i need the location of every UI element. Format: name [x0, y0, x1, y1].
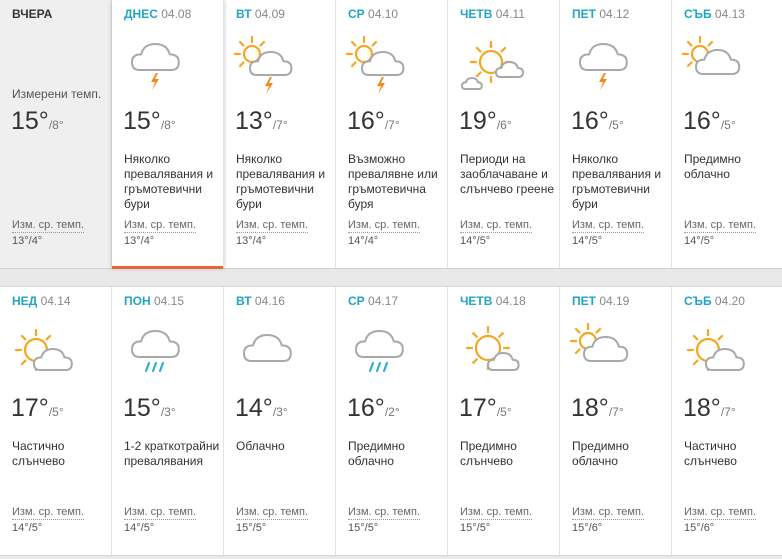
sun-cloud-lightning-icon [234, 36, 300, 96]
sun-cloud-lightning-icon [346, 36, 412, 96]
forecast-description: Предимно облачно [348, 439, 405, 468]
temp-max: 16° [683, 107, 721, 135]
temp-min: /7° [608, 405, 624, 419]
avg-temp-label[interactable]: Изм. ср. темп. [236, 506, 308, 518]
avg-temp-value: 15°/5° [460, 522, 491, 534]
today-indicator [112, 266, 223, 269]
day-card-04.19[interactable] [560, 287, 672, 555]
avg-temp-label[interactable]: Изм. ср. темп. [348, 506, 420, 518]
temperatures [347, 394, 400, 423]
row-separator [0, 268, 782, 287]
temp-min: /5° [48, 405, 64, 419]
mostly-cloudy-icon [570, 323, 636, 383]
day-date: 04.19 [599, 294, 630, 308]
temp-min: /7° [720, 405, 736, 419]
temp-max: 14° [235, 394, 273, 422]
sun-clouds-icon [458, 36, 524, 96]
day-card-04.18[interactable] [448, 287, 560, 555]
temp-min: /3° [160, 405, 176, 419]
day-card-04.14[interactable] [0, 287, 112, 555]
day-card-04.13[interactable] [672, 0, 782, 268]
forecast-week-2 [0, 287, 782, 555]
avg-temp-label[interactable]: Изм. ср. темп. [460, 219, 532, 231]
temp-max: 15° [11, 107, 49, 135]
temp-max: 19° [459, 107, 497, 135]
avg-temp-label[interactable]: Изм. ср. темп. [124, 506, 196, 518]
temp-min: /7° [384, 118, 400, 132]
avg-temp-label[interactable]: Изм. ср. темп. [124, 219, 196, 231]
temperatures [11, 394, 64, 423]
cloud-icon [234, 323, 300, 383]
day-date: 04.12 [599, 7, 630, 21]
forecast-description: Няколко превалявания и гръмотевични бури [124, 152, 214, 211]
avg-temp-label[interactable]: Изм. ср. темп. [572, 506, 644, 518]
temp-max: 18° [571, 394, 609, 422]
mostly-cloudy-icon [682, 36, 748, 96]
avg-temp-value: 15°/5° [348, 522, 379, 534]
temperatures [11, 107, 64, 136]
temp-min: /5° [720, 118, 736, 132]
avg-temp-value: 13°/4° [236, 235, 267, 247]
temp-max: 16° [347, 394, 385, 422]
day-date: 04.16 [254, 294, 285, 308]
temperatures [459, 394, 512, 423]
avg-temp-label[interactable]: Изм. ср. темп. [684, 506, 756, 518]
day-name: СЪБ [684, 7, 712, 21]
partly-sunny-icon [682, 323, 748, 383]
day-card-04.17[interactable] [336, 287, 448, 555]
day-name: ЧЕТВ [460, 294, 493, 308]
mostly-sunny-icon [458, 323, 524, 383]
temp-min: /8° [48, 118, 64, 132]
temp-max: 17° [459, 394, 497, 422]
avg-temp-label[interactable]: Изм. ср. темп. [12, 506, 84, 518]
partly-sunny-icon [10, 323, 76, 383]
forecast-description: Предимно облачно [684, 152, 741, 181]
temp-min: /5° [608, 118, 624, 132]
temp-min: /3° [272, 405, 288, 419]
temp-max: 17° [11, 394, 49, 422]
temperatures [347, 107, 400, 136]
avg-temp-value: 14°/5° [12, 522, 43, 534]
cloud-lightning-icon [570, 36, 636, 96]
day-name: ПОН [124, 294, 151, 308]
day-name: ПЕТ [572, 294, 596, 308]
forecast-description: Няколко превалявания и гръмотевични бури [236, 152, 326, 211]
forecast-description: 1-2 краткотрайни превалявания [124, 439, 220, 468]
day-date: 04.13 [714, 7, 745, 21]
avg-temp-value: 14°/5° [124, 522, 155, 534]
day-name: ЧЕТВ [460, 7, 493, 21]
day-card-04.11[interactable] [448, 0, 560, 268]
temp-max: 13° [235, 107, 273, 135]
day-name: ПЕТ [572, 7, 596, 21]
day-card-04.15[interactable] [112, 287, 224, 555]
day-date: 04.11 [495, 7, 525, 21]
cloud-rain-icon [122, 323, 188, 383]
day-card-04.16[interactable] [224, 287, 336, 555]
cloud-lightning-icon [122, 36, 188, 96]
cloud-rain-icon [346, 323, 412, 383]
temperatures [683, 394, 736, 423]
avg-temp-label[interactable]: Изм. ср. темп. [572, 219, 644, 231]
bottom-separator [0, 555, 782, 559]
temperatures [571, 394, 624, 423]
avg-temp-value: 15°/5° [236, 522, 267, 534]
avg-temp-label[interactable]: Изм. ср. темп. [236, 219, 308, 231]
temp-max: 15° [123, 107, 161, 135]
day-date: 04.10 [368, 7, 399, 21]
temp-max: 15° [123, 394, 161, 422]
forecast-description: Предимно облачно [572, 439, 629, 468]
temp-min: /8° [160, 118, 176, 132]
day-card-04.10[interactable] [336, 0, 448, 268]
avg-temp-value: 14°/4° [348, 235, 379, 247]
forecast-description: Предимно слънчево [460, 439, 517, 468]
day-card-04.08[interactable] [112, 0, 224, 268]
avg-temp-value: 14°/5° [684, 235, 715, 247]
day-date: 04.08 [161, 7, 192, 21]
avg-temp-value: 15°/6° [684, 522, 715, 534]
day-card-04.12[interactable] [560, 0, 672, 268]
temperatures [235, 394, 288, 423]
temp-max: 16° [347, 107, 385, 135]
day-date: 04.17 [368, 294, 399, 308]
forecast-description: Частично слънчево [12, 439, 65, 468]
day-card-04.20[interactable] [672, 287, 782, 555]
forecast-description: Частично слънчево [684, 439, 737, 468]
temperatures [459, 107, 512, 136]
day-name: НЕД [12, 294, 38, 308]
day-date: 04.09 [254, 7, 285, 21]
avg-temp-label[interactable]: Изм. ср. темп. [348, 219, 420, 231]
day-name: ВЧЕРА [12, 7, 53, 21]
forecast-description: Възможно превалявне или гръмотевична буря [348, 152, 438, 211]
temperatures [571, 107, 624, 136]
temperatures [235, 107, 288, 136]
forecast-description: Няколко превалявания и гръмотевични бури [572, 152, 662, 211]
temperatures [683, 107, 736, 136]
day-card-04.09[interactable] [224, 0, 336, 268]
avg-temp-label[interactable]: Изм. ср. темп. [460, 506, 532, 518]
day-name: СЪБ [684, 294, 712, 308]
avg-temp-value: 14°/5° [572, 235, 603, 247]
temp-min: /6° [496, 118, 512, 132]
avg-temp-label[interactable]: Изм. ср. темп. [684, 219, 756, 231]
temp-max: 18° [683, 394, 721, 422]
day-date: 04.18 [495, 294, 526, 308]
day-name: ДНЕС [124, 7, 158, 21]
temp-max: 16° [571, 107, 609, 135]
temperatures [123, 394, 176, 423]
measured-temp-label: Измерени темп. [12, 87, 102, 101]
forecast-week-1 [0, 0, 782, 268]
temp-min: /5° [496, 405, 512, 419]
day-name: СР [348, 7, 365, 21]
day-card-yesterday[interactable] [0, 0, 112, 268]
day-name: СР [348, 294, 365, 308]
avg-temp-value: 15°/6° [572, 522, 603, 534]
day-name: ВТ [236, 7, 252, 21]
avg-temp-value: 13°/4° [124, 235, 155, 247]
forecast-description: Периоди на заоблачаване и слънчево греене [460, 152, 555, 196]
day-date: 04.14 [40, 294, 71, 308]
forecast-description: Облачно [236, 439, 285, 453]
temp-min: /7° [272, 118, 288, 132]
day-date: 04.15 [153, 294, 184, 308]
avg-temp-label[interactable]: Изм. ср. темп. [12, 219, 84, 231]
temp-min: /2° [384, 405, 400, 419]
avg-temp-value: 13°/4° [12, 235, 43, 247]
avg-temp-value: 14°/5° [460, 235, 491, 247]
temperatures [123, 107, 176, 136]
day-date: 04.20 [714, 294, 745, 308]
day-name: ВТ [236, 294, 252, 308]
